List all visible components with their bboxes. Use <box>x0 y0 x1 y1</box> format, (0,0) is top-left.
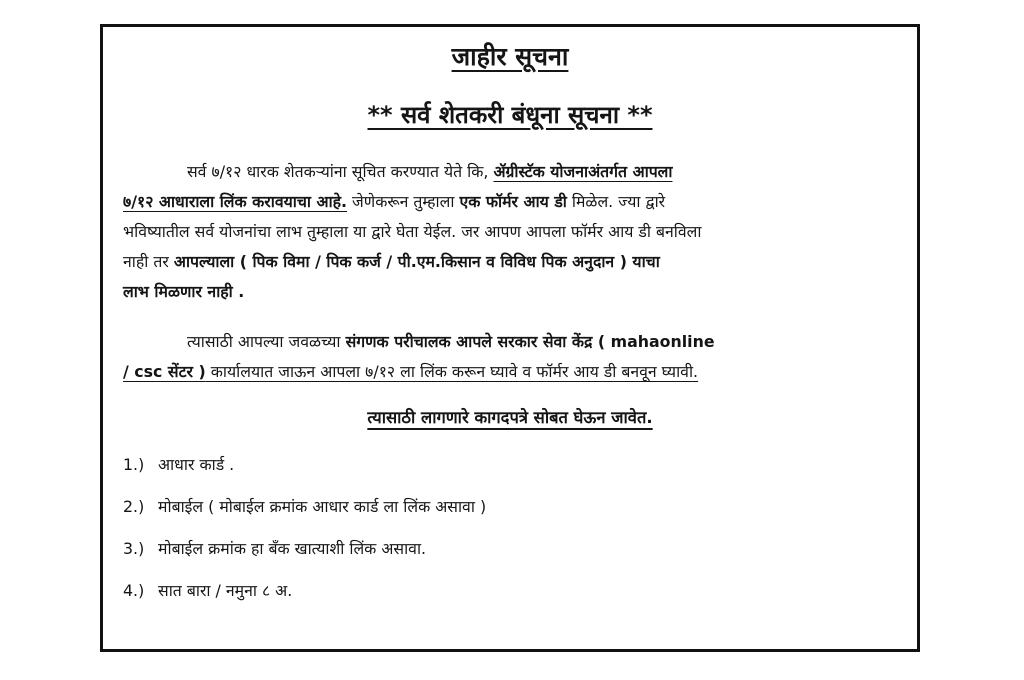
para1-line2-bold: ७/१२ आधाराला लिंक करावयाचा आहे. <box>123 192 348 211</box>
paragraph-1-line-4 <box>123 247 883 277</box>
paragraph-1-line-1 <box>123 157 883 187</box>
para2-line2-text: कार्यालयात जाऊन आपला ७/१२ ला लिंक करून घ्यावे व फॉर्मर आय डी बनवून घ्यावी. <box>205 362 699 381</box>
para1-line3-text: भविष्यातील सर्व योजनांचा लाभ तुम्हाला या द्वारे घेता येईल. जर आपण आपला फॉर्मर आय डी बनविला <box>123 222 702 241</box>
documents-heading <box>103 403 917 433</box>
document-text: मोबाईल क्रमांक हा बँक खात्याशी लिंक असावा. <box>158 539 427 558</box>
notice-paragraph-2 <box>123 327 883 387</box>
paragraph-1-line-2 <box>123 187 883 217</box>
notice-subtitle-text: ** सर्व शेतकरी बंधूना सूचना ** <box>367 101 653 129</box>
para2-line1-text: त्यासाठी आपल्या जवळच्या <box>187 332 346 351</box>
document-item <box>123 494 883 536</box>
document-item <box>123 536 883 578</box>
paragraph-1-line-5 <box>123 277 883 307</box>
document-text: आधार कार्ड . <box>158 455 235 474</box>
document-number: 2.) <box>123 497 145 516</box>
notice-title <box>103 39 917 75</box>
para2-line1-bold: संगणक परीचालक आपले सरकार सेवा केंद्र ( mahaonline <box>345 332 715 351</box>
para2-line2-bold: / csc सेंटर ) <box>123 362 206 381</box>
para1-line4-text: नाही तर <box>123 252 174 271</box>
para1-line2-text: जेणेकरून तुम्हाला <box>347 192 460 211</box>
document-text: मोबाईल ( मोबाईल क्रमांक आधार कार्ड ला लिंक असावा ) <box>158 497 487 516</box>
para1-line5-bold: लाभ मिळणार नाही . <box>123 282 245 301</box>
para1-line4-bold: आपल्याला ( पिक विमा / पिक कर्ज / पी.एम.किसान व विविध पिक अनुदान ) याचा <box>173 252 660 271</box>
para1-line1-bold: ॲग्रीस्टॅक योजनाअंतर्गत आपला <box>493 162 673 181</box>
document-number: 3.) <box>123 539 145 558</box>
document-item <box>123 452 883 494</box>
notice-title-text: जाहीर सूचना <box>451 42 569 71</box>
paragraph-2-line-2 <box>123 357 883 387</box>
para1-line2-text-2: मिळेल. ज्या द्वारे <box>566 192 666 211</box>
para1-line1-text: सर्व ७/१२ धारक शेतकऱ्यांना सूचित करण्यात येते कि, <box>187 162 494 181</box>
documents-heading-text: त्यासाठी लागणारे कागदपत्रे सोबत घेऊन जावेत. <box>367 408 653 427</box>
notice-paragraph-1 <box>123 157 883 307</box>
document-number: 1.) <box>123 455 145 474</box>
notice-subtitle <box>103 97 917 133</box>
documents-list <box>123 452 883 620</box>
para1-line2-bold-2: एक फॉर्मर आय डी <box>459 192 567 211</box>
document-number: 4.) <box>123 581 145 600</box>
document-item <box>123 578 883 620</box>
notice-frame <box>100 24 920 652</box>
paragraph-1-line-3 <box>123 217 883 247</box>
document-text: सात बारा / नमुना ८ अ. <box>158 581 293 600</box>
paragraph-2-line-1 <box>123 327 883 357</box>
